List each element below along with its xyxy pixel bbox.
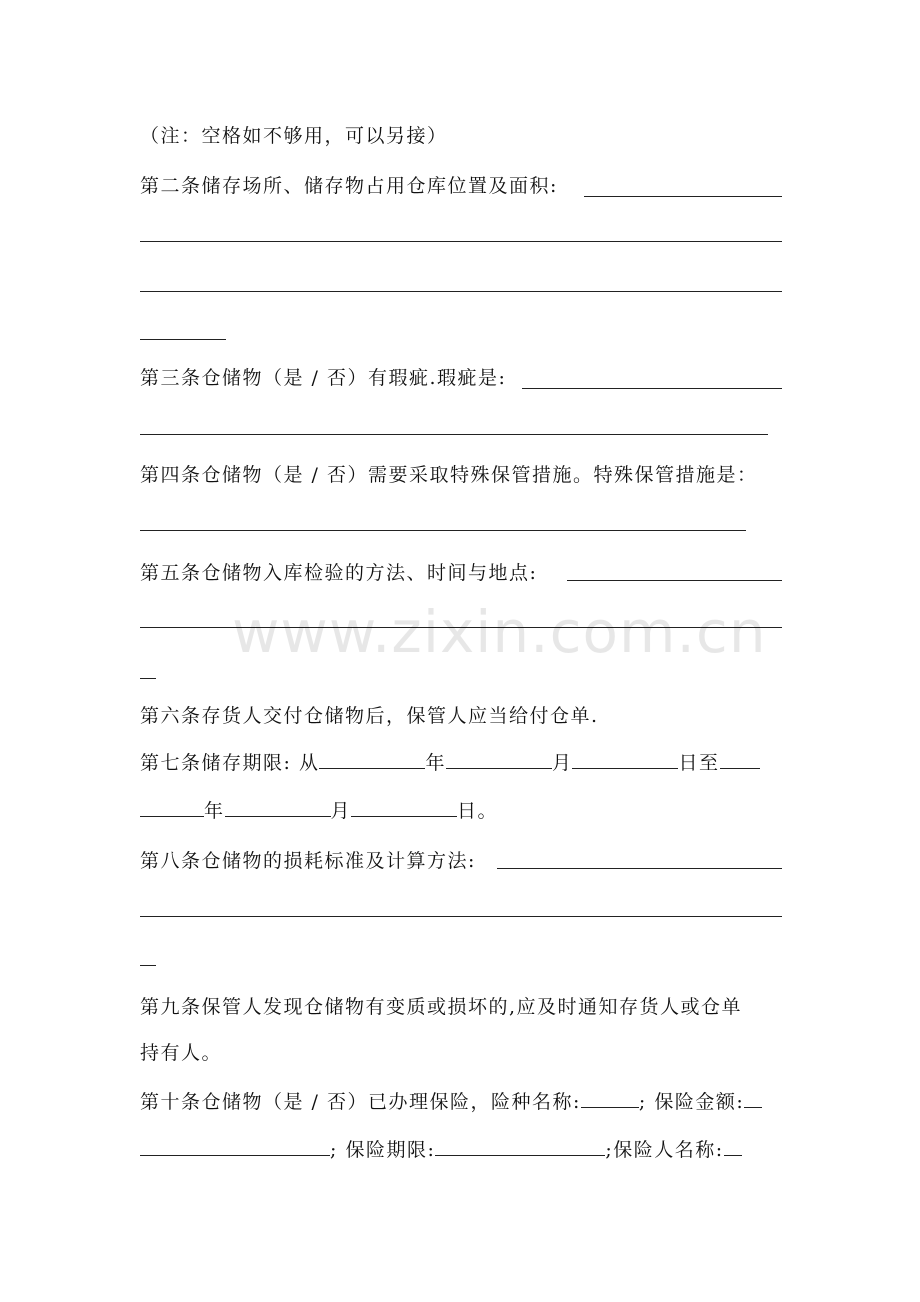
article-10-line-1 <box>140 1089 762 1115</box>
article-2-blank-4[interactable] <box>140 339 226 340</box>
article-7-day-blank[interactable] <box>572 750 678 769</box>
article-7-day2-label: 日。 <box>457 800 499 822</box>
article-7-month-blank[interactable] <box>446 750 552 769</box>
article-10-period-label: ; 保险期限: <box>330 1139 436 1161</box>
article-5-text <box>140 560 537 586</box>
article-10-insurer-blank[interactable] <box>724 1137 742 1156</box>
article-6-text: 第六条存货人交付仓储物后，保管人应当给付仓单. <box>140 705 599 727</box>
watermark-text: www.zixin.com.cn <box>232 598 767 666</box>
article-10-line-2 <box>140 1137 742 1163</box>
article-7-year2-blank-b[interactable] <box>140 798 204 817</box>
article-7-day-to-label: 日至 <box>678 752 720 774</box>
article-7-month-label: 月 <box>551 752 573 774</box>
article-7-month2-blank[interactable] <box>225 798 331 817</box>
article-2-blank-3[interactable] <box>140 291 782 292</box>
article-4-label: 第四条仓储物（是 / 否）需要采取特殊保管措施。特殊保管措施是： <box>140 464 758 486</box>
article-7-month2-label: 月 <box>330 800 352 822</box>
article-4-blank[interactable] <box>140 530 746 531</box>
article-3-blank-2[interactable] <box>140 434 768 435</box>
article-9-line-1: 第九条保管人发现仓储物有变质或损坏的,应及时通知存货人或仓单 <box>140 996 743 1018</box>
article-7-line-1 <box>140 750 760 776</box>
article-5-blank-3[interactable] <box>140 678 156 679</box>
article-8-blank-1[interactable] <box>497 868 782 869</box>
article-2-blank-2[interactable] <box>140 241 782 242</box>
article-3-label: 第三条仓储物（是 / 否）有瑕疵.瑕疵是: <box>140 367 507 389</box>
article-7-year-blank[interactable] <box>319 750 425 769</box>
article-9-line-2: 持有人。 <box>140 1042 223 1064</box>
article-5-label: 第五条仓储物入库检验的方法、时间与地点: <box>140 562 538 584</box>
article-10-amount-blank-a[interactable] <box>744 1089 762 1108</box>
article-7-year-label: 年 <box>425 752 446 774</box>
article-7-line-2 <box>140 798 498 824</box>
article-3-text <box>140 365 506 391</box>
article-7-year2-blank-a[interactable] <box>720 750 760 769</box>
article-3-blank-1[interactable] <box>522 388 782 389</box>
article-7-prefix: 第七条储存期限: 从 <box>140 752 320 774</box>
article-5-blank-1[interactable] <box>567 580 782 581</box>
article-8-blank-2[interactable] <box>140 916 782 917</box>
article-10-period-blank[interactable] <box>435 1137 605 1156</box>
article-2-label: 第二条储存场所、储存物占用仓库位置及面积: <box>140 175 558 197</box>
article-10-insurer-label: ;保险人名称: <box>605 1139 724 1161</box>
article-8-text <box>140 848 476 874</box>
article-2-blank-1[interactable] <box>584 196 782 197</box>
article-4-text <box>140 462 757 488</box>
article-7-day2-blank[interactable] <box>351 798 457 817</box>
article-2-text <box>140 173 558 199</box>
note-text: （注：空格如不够用，可以另接） <box>140 125 448 147</box>
article-7-year2-label: 年 <box>204 800 225 822</box>
article-8-label: 第八条仓储物的损耗标准及计算方法: <box>140 850 476 872</box>
article-10-type-blank[interactable] <box>581 1089 639 1108</box>
article-8-blank-3[interactable] <box>140 965 156 966</box>
article-10-prefix: 第十条仓储物（是 / 否）已办理保险，险种名称: <box>140 1091 581 1113</box>
article-10-amount-label: ; 保险金额: <box>638 1091 745 1113</box>
article-10-amount-blank-b[interactable] <box>140 1137 330 1156</box>
